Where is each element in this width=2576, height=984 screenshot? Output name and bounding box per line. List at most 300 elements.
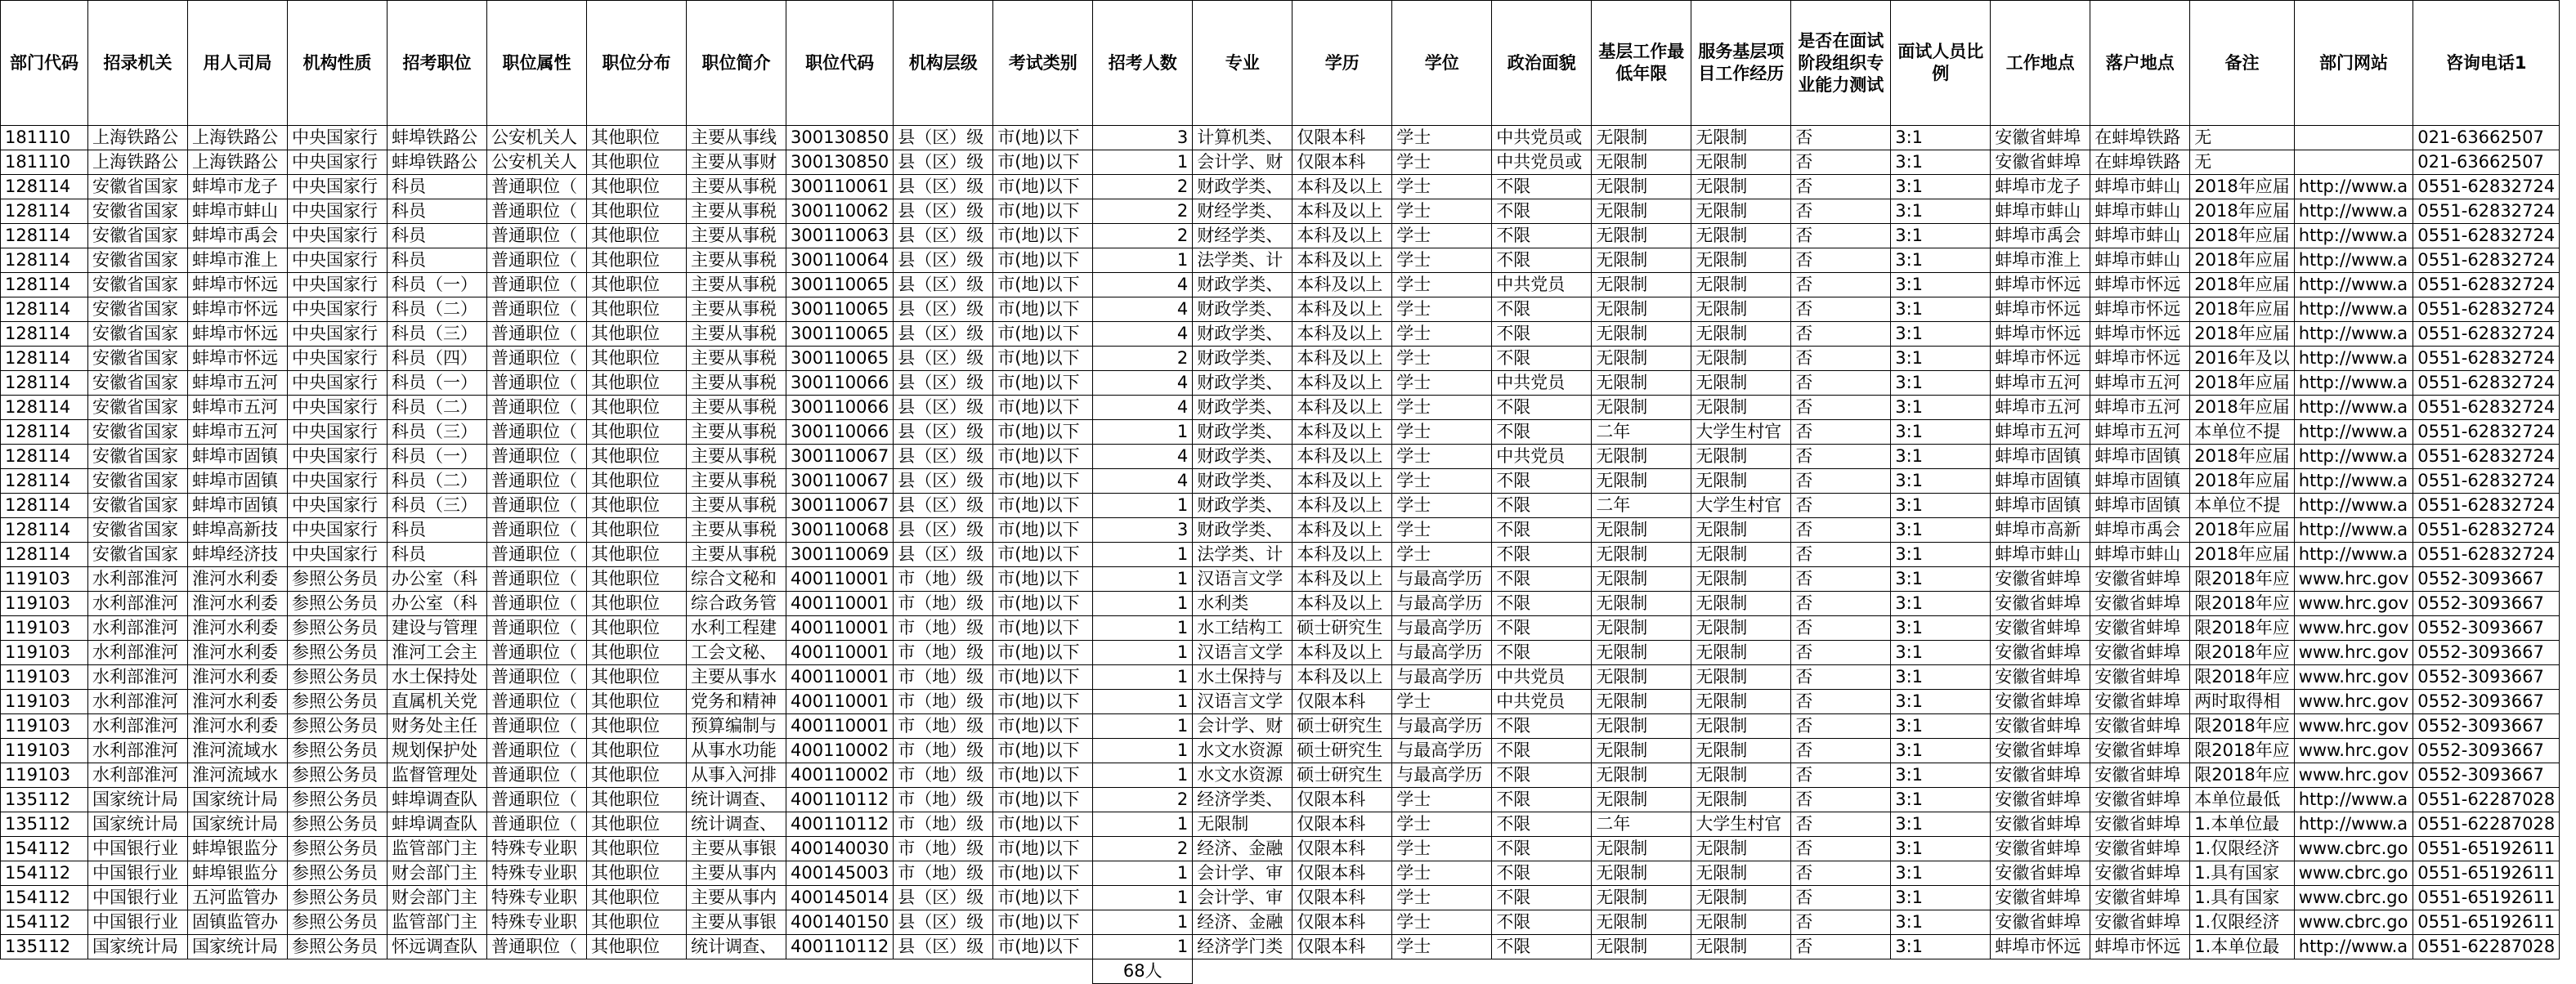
cell-website[interactable]: www.hrc.gov [2294,592,2413,616]
cell-hukou-location[interactable]: 蚌埠市蚌山 [2090,248,2190,273]
cell-website[interactable]: www.hrc.gov [2294,690,2413,714]
cell-recruiting-agency[interactable]: 中国银行业 [88,837,188,861]
cell-skill-test[interactable]: 否 [1791,910,1891,935]
cell-dept-code[interactable]: 128114 [1,224,88,248]
cell-remarks[interactable]: 限2018年应 [2190,592,2294,616]
cell-degree[interactable]: 学士 [1392,396,1492,420]
cell-website[interactable]: http://www.a [2294,199,2413,224]
cell-position-intro[interactable]: 统计调查、 [687,788,786,812]
cell-degree[interactable]: 学士 [1392,935,1492,959]
cell-position[interactable]: 办公室（科 [388,567,487,592]
cell-major[interactable]: 财政学类、 [1193,420,1292,445]
cell-skill-test[interactable]: 否 [1791,322,1891,347]
cell-position-distribution[interactable]: 其他职位 [587,175,687,199]
header-hukou-location[interactable]: 落户地点 [2090,1,2190,126]
cell-grassroots-years[interactable]: 无限制 [1592,739,1691,763]
cell-position-code[interactable]: 300110066 [786,420,894,445]
cell-position-attribute[interactable]: 特殊专业职 [487,910,587,935]
cell-skill-test[interactable]: 否 [1791,763,1891,788]
cell-service-project[interactable]: 无限制 [1691,543,1791,567]
cell-remarks[interactable]: 本单位最低 [2190,788,2294,812]
cell-position[interactable]: 财会部门主 [388,861,487,886]
cell-interview-ratio[interactable]: 3:1 [1891,248,1991,273]
cell-political-status[interactable]: 不限 [1492,518,1592,543]
cell-remarks[interactable]: 本单位不提 [2190,420,2294,445]
cell-position-intro[interactable]: 主要从事财 [687,150,786,175]
cell-headcount[interactable]: 1 [1093,567,1193,592]
cell-political-status[interactable]: 不限 [1492,224,1592,248]
cell-skill-test[interactable]: 否 [1791,788,1891,812]
cell-exam-category[interactable]: 市(地)以下 [993,910,1093,935]
cell-major[interactable]: 财经学类、 [1193,199,1292,224]
cell-dept-code[interactable]: 128114 [1,469,88,494]
cell-skill-test[interactable]: 否 [1791,126,1891,150]
cell-agency-level[interactable]: 县（区）级 [894,248,993,273]
cell-position-intro[interactable]: 主要从事税 [687,224,786,248]
cell-major[interactable]: 水利类 [1193,592,1292,616]
cell-agency-level[interactable]: 县（区）级 [894,126,993,150]
cell-remarks[interactable]: 2018年应届 [2190,248,2294,273]
cell-political-status[interactable]: 中共党员 [1492,273,1592,297]
cell-position-distribution[interactable]: 其他职位 [587,788,687,812]
cell-website[interactable]: http://www.a [2294,445,2413,469]
cell-hukou-location[interactable]: 蚌埠市蚌山 [2090,175,2190,199]
cell-position-attribute[interactable]: 普通职位（ [487,469,587,494]
cell-exam-category[interactable]: 市(地)以下 [993,126,1093,150]
cell-political-status[interactable]: 不限 [1492,616,1592,641]
cell-dept-code[interactable]: 128114 [1,322,88,347]
cell-website[interactable]: http://www.a [2294,322,2413,347]
cell-skill-test[interactable]: 否 [1791,396,1891,420]
cell-exam-category[interactable]: 市(地)以下 [993,199,1093,224]
cell-degree[interactable]: 学士 [1392,199,1492,224]
cell-position-attribute[interactable]: 普通职位（ [487,543,587,567]
cell-interview-ratio[interactable]: 3:1 [1891,690,1991,714]
cell-position-distribution[interactable]: 其他职位 [587,616,687,641]
cell-skill-test[interactable]: 否 [1791,690,1891,714]
cell-service-project[interactable]: 无限制 [1691,371,1791,396]
header-major[interactable]: 专业 [1193,1,1292,126]
cell-major[interactable]: 会计学、财 [1193,150,1292,175]
cell-position[interactable]: 科员 [388,518,487,543]
cell-exam-category[interactable]: 市(地)以下 [993,248,1093,273]
cell-major[interactable]: 无限制 [1193,812,1292,837]
cell-education[interactable]: 本科及以上 [1292,248,1392,273]
cell-education[interactable]: 硕士研究生 [1292,616,1392,641]
cell-exam-category[interactable]: 市(地)以下 [993,175,1093,199]
cell-grassroots-years[interactable]: 无限制 [1592,665,1691,690]
cell-service-project[interactable]: 无限制 [1691,592,1791,616]
cell-hiring-bureau[interactable]: 国家统计局 [188,935,288,959]
total-count-cell[interactable]: 68人 [1093,959,1193,984]
cell-position-attribute[interactable]: 普通职位（ [487,322,587,347]
cell-grassroots-years[interactable]: 无限制 [1592,567,1691,592]
cell-position-distribution[interactable]: 其他职位 [587,861,687,886]
cell-major[interactable]: 经济、金融 [1193,910,1292,935]
cell-major[interactable]: 财政学类、 [1193,175,1292,199]
cell-headcount[interactable]: 1 [1093,886,1193,910]
cell-hukou-location[interactable]: 安徽省蚌埠 [2090,567,2190,592]
cell-website[interactable]: www.hrc.gov [2294,763,2413,788]
cell-phone[interactable]: 0551-65192611 [2413,910,2560,935]
cell-position[interactable]: 科员（二） [388,396,487,420]
cell-agency-nature[interactable]: 中央国家行 [288,224,388,248]
cell-position-intro[interactable]: 主要从事水 [687,665,786,690]
cell-agency-nature[interactable]: 中央国家行 [288,396,388,420]
cell-agency-level[interactable]: 县（区）级 [894,494,993,518]
cell-skill-test[interactable]: 否 [1791,347,1891,371]
cell-political-status[interactable]: 不限 [1492,935,1592,959]
cell-position[interactable]: 监督管理处 [388,763,487,788]
cell-education[interactable]: 本科及以上 [1292,445,1392,469]
cell-hukou-location[interactable]: 在蚌埠铁路 [2090,150,2190,175]
cell-education[interactable]: 仅限本科 [1292,886,1392,910]
cell-position-intro[interactable]: 主要从事税 [687,420,786,445]
cell-dept-code[interactable]: 119103 [1,763,88,788]
cell-agency-nature[interactable]: 参照公务员 [288,739,388,763]
cell-agency-level[interactable]: 县（区）级 [894,396,993,420]
cell-dept-code[interactable]: 128114 [1,297,88,322]
cell-hiring-bureau[interactable]: 蚌埠市五河 [188,371,288,396]
cell-agency-nature[interactable]: 中央国家行 [288,420,388,445]
cell-agency-nature[interactable]: 中央国家行 [288,175,388,199]
cell-website[interactable]: http://www.a [2294,788,2413,812]
cell-phone[interactable]: 0551-62832724 [2413,518,2560,543]
cell-exam-category[interactable]: 市(地)以下 [993,518,1093,543]
cell-phone[interactable]: 0551-62832724 [2413,224,2560,248]
cell-exam-category[interactable]: 市(地)以下 [993,322,1093,347]
cell-exam-category[interactable]: 市(地)以下 [993,150,1093,175]
cell-agency-nature[interactable]: 中央国家行 [288,469,388,494]
cell-position-attribute[interactable]: 普通职位（ [487,518,587,543]
cell-degree[interactable]: 学士 [1392,518,1492,543]
header-position-intro[interactable]: 职位简介 [687,1,786,126]
cell-major[interactable]: 经济学门类 [1193,935,1292,959]
cell-remarks[interactable]: 1.本单位最 [2190,812,2294,837]
cell-hiring-bureau[interactable]: 蚌埠市固镇 [188,445,288,469]
cell-work-location[interactable]: 安徽省蚌埠 [1991,126,2090,150]
cell-website[interactable]: http://www.a [2294,175,2413,199]
cell-position-distribution[interactable]: 其他职位 [587,126,687,150]
cell-position[interactable]: 科员（三） [388,420,487,445]
cell-education[interactable]: 本科及以上 [1292,592,1392,616]
cell-position[interactable]: 科员（三） [388,494,487,518]
cell-grassroots-years[interactable]: 无限制 [1592,837,1691,861]
cell-interview-ratio[interactable]: 3:1 [1891,812,1991,837]
cell-work-location[interactable]: 蚌埠市五河 [1991,371,2090,396]
cell-service-project[interactable]: 大学生村官 [1691,812,1791,837]
cell-headcount[interactable]: 1 [1093,861,1193,886]
cell-phone[interactable]: 0551-65192611 [2413,837,2560,861]
cell-position[interactable]: 规划保护处 [388,739,487,763]
header-dept-code[interactable]: 部门代码 [1,1,88,126]
cell-exam-category[interactable]: 市(地)以下 [993,494,1093,518]
cell-hiring-bureau[interactable]: 五河监管办 [188,886,288,910]
cell-position-intro[interactable]: 党务和精神 [687,690,786,714]
cell-degree[interactable]: 学士 [1392,248,1492,273]
cell-remarks[interactable]: 1.仅限经济 [2190,837,2294,861]
cell-degree[interactable]: 学士 [1392,150,1492,175]
cell-phone[interactable]: 0551-62832724 [2413,347,2560,371]
cell-service-project[interactable]: 无限制 [1691,837,1791,861]
cell-hukou-location[interactable]: 安徽省蚌埠 [2090,788,2190,812]
cell-education[interactable]: 仅限本科 [1292,837,1392,861]
cell-position-distribution[interactable]: 其他职位 [587,371,687,396]
cell-headcount[interactable]: 1 [1093,616,1193,641]
cell-recruiting-agency[interactable]: 中国银行业 [88,886,188,910]
cell-position-intro[interactable]: 主要从事线 [687,126,786,150]
cell-position-distribution[interactable]: 其他职位 [587,199,687,224]
cell-degree[interactable]: 与最高学历 [1392,665,1492,690]
cell-phone[interactable]: 0551-62832724 [2413,199,2560,224]
cell-exam-category[interactable]: 市(地)以下 [993,297,1093,322]
cell-position-attribute[interactable]: 公安机关人 [487,150,587,175]
cell-major[interactable]: 法学类、计 [1193,543,1292,567]
cell-website[interactable]: http://www.a [2294,420,2413,445]
header-grassroots-years[interactable]: 基层工作最低年限 [1592,1,1691,126]
cell-position-code[interactable]: 400140030 [786,837,894,861]
cell-position-distribution[interactable]: 其他职位 [587,347,687,371]
cell-grassroots-years[interactable]: 无限制 [1592,788,1691,812]
cell-hiring-bureau[interactable]: 固镇监管办 [188,910,288,935]
cell-phone[interactable]: 0551-62287028 [2413,812,2560,837]
cell-hukou-location[interactable]: 安徽省蚌埠 [2090,739,2190,763]
cell-interview-ratio[interactable]: 3:1 [1891,543,1991,567]
cell-major[interactable]: 水文水资源 [1193,739,1292,763]
cell-degree[interactable]: 学士 [1392,445,1492,469]
cell-interview-ratio[interactable]: 3:1 [1891,714,1991,739]
cell-skill-test[interactable]: 否 [1791,592,1891,616]
cell-political-status[interactable]: 不限 [1492,420,1592,445]
cell-position[interactable]: 科员（一） [388,273,487,297]
cell-interview-ratio[interactable]: 3:1 [1891,886,1991,910]
cell-grassroots-years[interactable]: 二年 [1592,494,1691,518]
cell-headcount[interactable]: 4 [1093,469,1193,494]
cell-phone[interactable]: 0551-62832724 [2413,322,2560,347]
cell-agency-nature[interactable]: 参照公务员 [288,837,388,861]
cell-recruiting-agency[interactable]: 水利部淮河 [88,714,188,739]
cell-skill-test[interactable]: 否 [1791,616,1891,641]
cell-position-intro[interactable]: 主要从事税 [687,396,786,420]
cell-major[interactable]: 财政学类、 [1193,494,1292,518]
cell-headcount[interactable]: 1 [1093,714,1193,739]
cell-agency-level[interactable]: 县（区）级 [894,420,993,445]
cell-dept-code[interactable]: 128114 [1,175,88,199]
cell-website[interactable]: www.cbrc.go [2294,886,2413,910]
cell-dept-code[interactable]: 119103 [1,714,88,739]
cell-headcount[interactable]: 1 [1093,739,1193,763]
cell-major[interactable]: 财政学类、 [1193,518,1292,543]
cell-position-distribution[interactable]: 其他职位 [587,886,687,910]
cell-agency-level[interactable]: 市（地）级 [894,690,993,714]
cell-skill-test[interactable]: 否 [1791,641,1891,665]
cell-exam-category[interactable]: 市(地)以下 [993,592,1093,616]
cell-work-location[interactable]: 安徽省蚌埠 [1991,788,2090,812]
cell-hiring-bureau[interactable]: 蚌埠市怀远 [188,297,288,322]
cell-position-attribute[interactable]: 普通职位（ [487,567,587,592]
cell-work-location[interactable]: 安徽省蚌埠 [1991,739,2090,763]
cell-position-code[interactable]: 300110061 [786,175,894,199]
cell-grassroots-years[interactable]: 无限制 [1592,396,1691,420]
cell-hukou-location[interactable]: 蚌埠市怀远 [2090,322,2190,347]
cell-interview-ratio[interactable]: 3:1 [1891,469,1991,494]
cell-position[interactable]: 科员（二） [388,469,487,494]
cell-hukou-location[interactable]: 蚌埠市怀远 [2090,297,2190,322]
cell-skill-test[interactable]: 否 [1791,150,1891,175]
cell-website[interactable]: http://www.a [2294,273,2413,297]
cell-education[interactable]: 本科及以上 [1292,469,1392,494]
cell-work-location[interactable]: 安徽省蚌埠 [1991,861,2090,886]
cell-hukou-location[interactable]: 安徽省蚌埠 [2090,690,2190,714]
cell-website[interactable]: http://www.a [2294,935,2413,959]
cell-remarks[interactable]: 2018年应届 [2190,297,2294,322]
cell-agency-level[interactable]: 县（区）级 [894,347,993,371]
cell-education[interactable]: 仅限本科 [1292,126,1392,150]
cell-dept-code[interactable]: 135112 [1,935,88,959]
cell-grassroots-years[interactable]: 无限制 [1592,175,1691,199]
cell-position-intro[interactable]: 主要从事税 [687,273,786,297]
cell-degree[interactable]: 学士 [1392,469,1492,494]
cell-position-attribute[interactable]: 普通职位（ [487,714,587,739]
cell-agency-level[interactable]: 市（地）级 [894,592,993,616]
cell-skill-test[interactable]: 否 [1791,886,1891,910]
cell-recruiting-agency[interactable]: 安徽省国家 [88,175,188,199]
cell-political-status[interactable]: 不限 [1492,567,1592,592]
cell-interview-ratio[interactable]: 3:1 [1891,592,1991,616]
cell-phone[interactable]: 0552-3093667 [2413,592,2560,616]
cell-work-location[interactable]: 蚌埠市怀远 [1991,322,2090,347]
cell-interview-ratio[interactable]: 3:1 [1891,763,1991,788]
cell-position-distribution[interactable]: 其他职位 [587,420,687,445]
cell-position-distribution[interactable]: 其他职位 [587,494,687,518]
cell-recruiting-agency[interactable]: 安徽省国家 [88,297,188,322]
cell-position-intro[interactable]: 主要从事银 [687,910,786,935]
cell-political-status[interactable]: 不限 [1492,396,1592,420]
cell-position-distribution[interactable]: 其他职位 [587,592,687,616]
cell-political-status[interactable]: 不限 [1492,175,1592,199]
cell-major[interactable]: 经济学类、 [1193,788,1292,812]
cell-degree[interactable]: 学士 [1392,224,1492,248]
cell-phone[interactable]: 0552-3093667 [2413,641,2560,665]
cell-recruiting-agency[interactable]: 安徽省国家 [88,371,188,396]
cell-grassroots-years[interactable]: 无限制 [1592,518,1691,543]
cell-recruiting-agency[interactable]: 安徽省国家 [88,420,188,445]
cell-exam-category[interactable]: 市(地)以下 [993,224,1093,248]
cell-skill-test[interactable]: 否 [1791,445,1891,469]
cell-recruiting-agency[interactable]: 安徽省国家 [88,445,188,469]
cell-exam-category[interactable]: 市(地)以下 [993,935,1093,959]
cell-dept-code[interactable]: 119103 [1,592,88,616]
cell-recruiting-agency[interactable]: 水利部淮河 [88,665,188,690]
cell-degree[interactable]: 学士 [1392,788,1492,812]
cell-interview-ratio[interactable]: 3:1 [1891,567,1991,592]
cell-remarks[interactable]: 1.具有国家 [2190,861,2294,886]
cell-service-project[interactable]: 无限制 [1691,175,1791,199]
cell-skill-test[interactable]: 否 [1791,739,1891,763]
cell-interview-ratio[interactable]: 3:1 [1891,273,1991,297]
cell-agency-level[interactable]: 市（地）级 [894,616,993,641]
cell-position-code[interactable]: 300110063 [786,224,894,248]
cell-position-attribute[interactable]: 普通职位（ [487,592,587,616]
cell-position-attribute[interactable]: 普通职位（ [487,396,587,420]
cell-position-attribute[interactable]: 普通职位（ [487,788,587,812]
cell-major[interactable]: 财政学类、 [1193,469,1292,494]
cell-skill-test[interactable]: 否 [1791,494,1891,518]
cell-hukou-location[interactable]: 蚌埠市怀远 [2090,935,2190,959]
cell-position[interactable]: 建设与管理 [388,616,487,641]
cell-exam-category[interactable]: 市(地)以下 [993,665,1093,690]
cell-agency-level[interactable]: 县（区）级 [894,445,993,469]
cell-grassroots-years[interactable]: 无限制 [1592,714,1691,739]
cell-position[interactable]: 水土保持处 [388,665,487,690]
cell-degree[interactable]: 与最高学历 [1392,641,1492,665]
cell-grassroots-years[interactable]: 无限制 [1592,910,1691,935]
cell-headcount[interactable]: 4 [1093,371,1193,396]
cell-position-code[interactable]: 400110001 [786,567,894,592]
cell-service-project[interactable]: 无限制 [1691,396,1791,420]
cell-position-distribution[interactable]: 其他职位 [587,690,687,714]
cell-hukou-location[interactable]: 蚌埠市禹会 [2090,518,2190,543]
cell-education[interactable]: 本科及以上 [1292,420,1392,445]
cell-headcount[interactable]: 1 [1093,812,1193,837]
cell-exam-category[interactable]: 市(地)以下 [993,396,1093,420]
cell-position[interactable]: 财务处主任 [388,714,487,739]
cell-agency-nature[interactable]: 中央国家行 [288,371,388,396]
cell-hiring-bureau[interactable]: 蚌埠市蚌山 [188,199,288,224]
cell-hiring-bureau[interactable]: 蚌埠市五河 [188,396,288,420]
cell-position-attribute[interactable]: 普通职位（ [487,763,587,788]
cell-exam-category[interactable]: 市(地)以下 [993,445,1093,469]
cell-grassroots-years[interactable]: 无限制 [1592,690,1691,714]
cell-position-attribute[interactable]: 特殊专业职 [487,886,587,910]
cell-education[interactable]: 本科及以上 [1292,396,1392,420]
cell-website[interactable]: www.hrc.gov [2294,641,2413,665]
cell-work-location[interactable]: 蚌埠市怀远 [1991,297,2090,322]
cell-education[interactable]: 本科及以上 [1292,665,1392,690]
cell-education[interactable]: 本科及以上 [1292,199,1392,224]
cell-hiring-bureau[interactable]: 蚌埠市怀远 [188,347,288,371]
cell-position-intro[interactable]: 主要从事税 [687,322,786,347]
cell-interview-ratio[interactable]: 3:1 [1891,445,1991,469]
cell-position[interactable]: 蚌埠铁路公 [388,126,487,150]
cell-position-intro[interactable]: 工会文秘、 [687,641,786,665]
cell-phone[interactable]: 0551-62832724 [2413,248,2560,273]
cell-position-attribute[interactable]: 普通职位（ [487,420,587,445]
header-skill-test[interactable]: 是否在面试阶段组织专业能力测试 [1791,1,1891,126]
cell-dept-code[interactable]: 154112 [1,910,88,935]
cell-service-project[interactable]: 无限制 [1691,935,1791,959]
cell-phone[interactable]: 0552-3093667 [2413,714,2560,739]
cell-service-project[interactable]: 无限制 [1691,616,1791,641]
cell-phone[interactable]: 0552-3093667 [2413,763,2560,788]
cell-dept-code[interactable]: 119103 [1,641,88,665]
cell-position[interactable]: 财会部门主 [388,886,487,910]
cell-hukou-location[interactable]: 安徽省蚌埠 [2090,812,2190,837]
cell-skill-test[interactable]: 否 [1791,714,1891,739]
cell-political-status[interactable]: 不限 [1492,812,1592,837]
cell-major[interactable]: 经济、金融 [1193,837,1292,861]
cell-remarks[interactable]: 2018年应届 [2190,199,2294,224]
cell-major[interactable]: 财政学类、 [1193,371,1292,396]
header-agency-level[interactable]: 机构层级 [894,1,993,126]
cell-hiring-bureau[interactable]: 蚌埠银监分 [188,837,288,861]
cell-work-location[interactable]: 蚌埠市固镇 [1991,494,2090,518]
cell-service-project[interactable]: 无限制 [1691,445,1791,469]
cell-political-status[interactable]: 不限 [1492,199,1592,224]
cell-service-project[interactable]: 无限制 [1691,273,1791,297]
cell-grassroots-years[interactable]: 无限制 [1592,861,1691,886]
cell-position-distribution[interactable]: 其他职位 [587,273,687,297]
